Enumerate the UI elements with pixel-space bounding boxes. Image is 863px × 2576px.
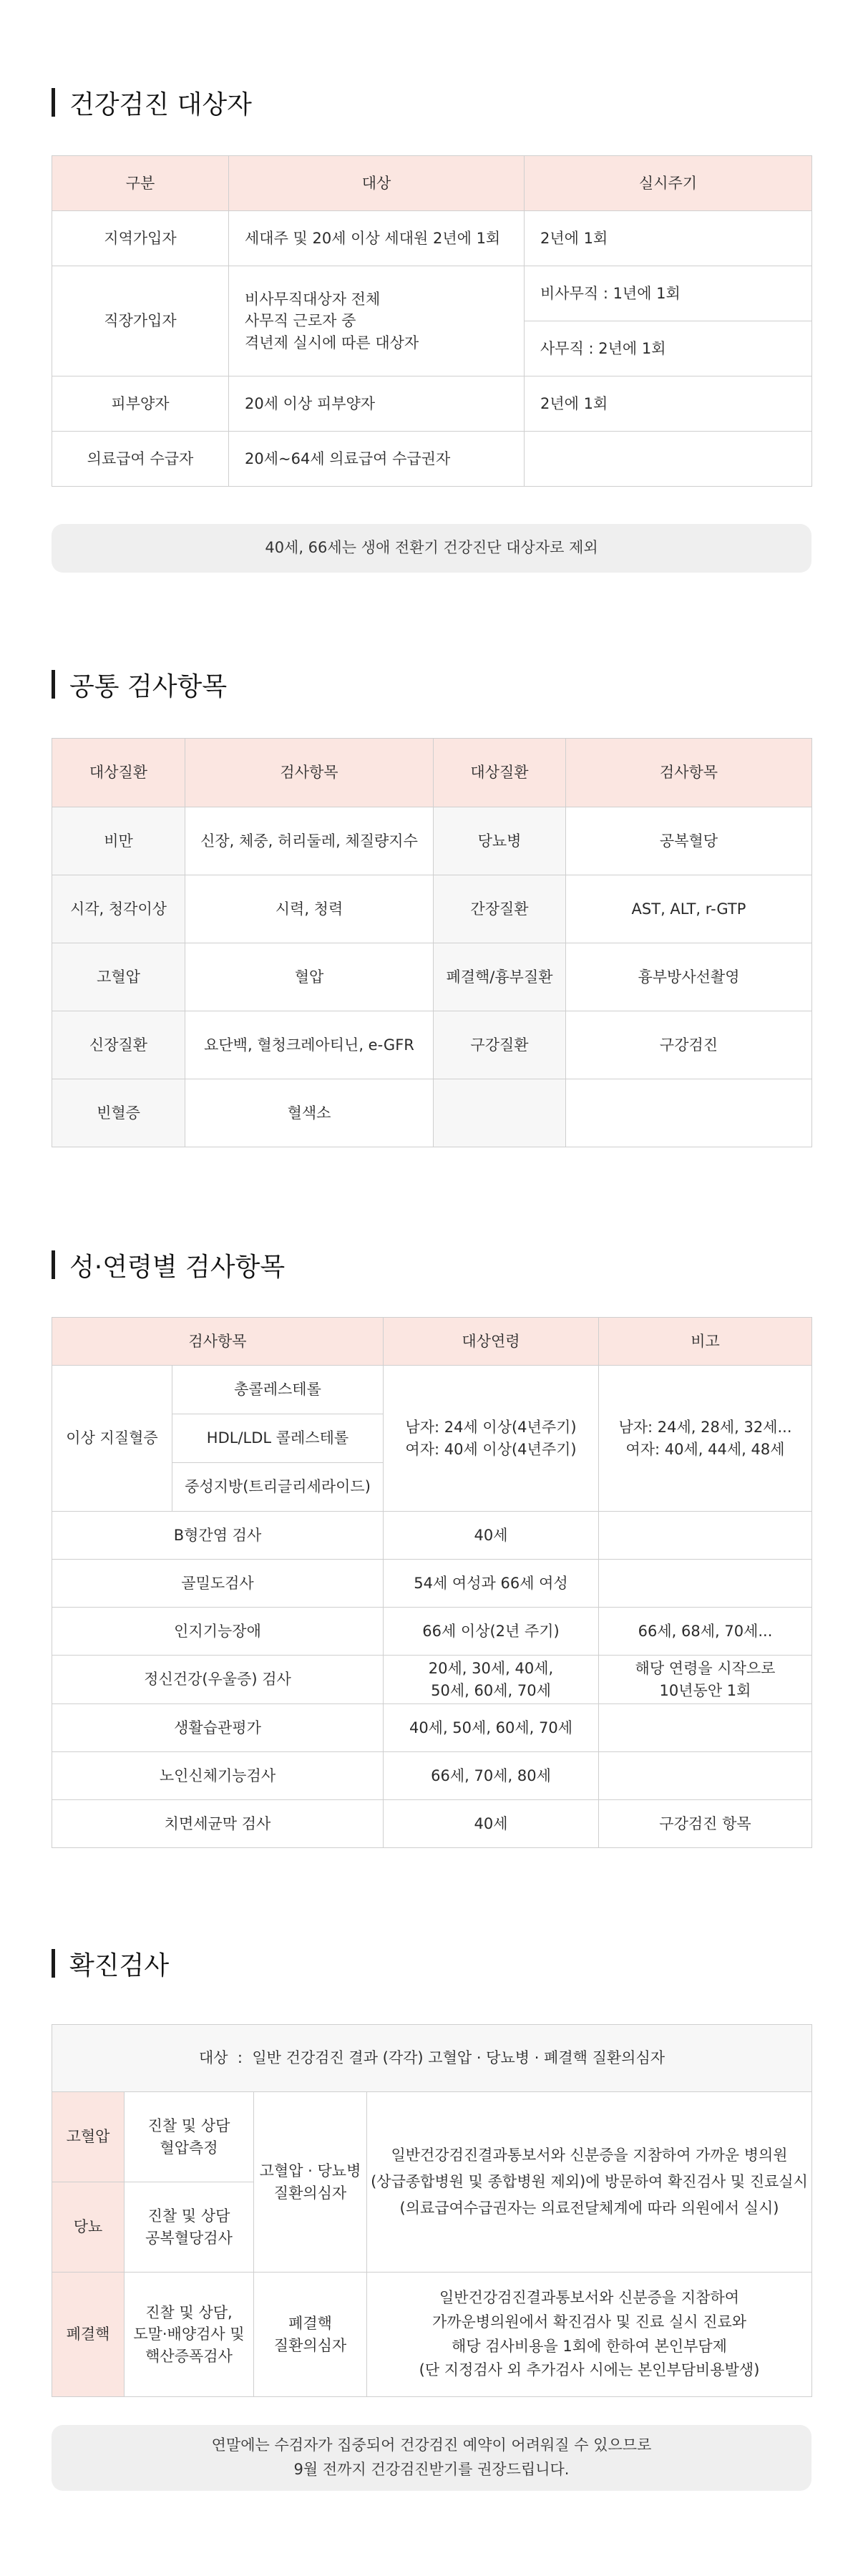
cell: 중성지방(트리글리세라이드) (172, 1463, 384, 1512)
cell: 40세 (384, 1512, 599, 1560)
cell: 당뇨병 (434, 807, 566, 875)
cell: 이상 지질혈증 (52, 1366, 172, 1512)
cell: 치면세균막 검사 (52, 1800, 384, 1848)
eligibility-table (52, 155, 812, 487)
cell: 폐결핵/흉부질환 (434, 943, 566, 1011)
cell-line: 해당 연령을 시작으로 (635, 1660, 776, 1678)
cell (599, 1366, 812, 1512)
common-tests-table (52, 738, 812, 1147)
cell: 고혈압 (52, 943, 185, 1011)
section-title-text: 건강검진 대상자 (69, 89, 252, 120)
confirmation-table-wrap (52, 2024, 811, 2397)
cell (125, 2182, 254, 2273)
eligibility-table-wrap (52, 155, 811, 487)
cell: 사무직 : 2년에 1회 (525, 321, 812, 376)
cell: 혈압 (185, 943, 434, 1011)
title-bar (52, 88, 55, 117)
col-header: 대상연령 (384, 1318, 599, 1366)
cell (599, 1752, 812, 1800)
cell: 시력, 청력 (185, 875, 434, 943)
cell-line: 가까운병의원에서 확진검사 및 진료 실시 진료와 (432, 2313, 747, 2330)
cell: 간장질환 (434, 875, 566, 943)
section-title-text: 공통 검사항목 (69, 671, 228, 701)
col-header: 대상질환 (52, 739, 185, 807)
cell: 폐결핵 (52, 2273, 125, 2397)
title-bar (52, 1250, 55, 1279)
cell (125, 2273, 254, 2397)
cell: 정신건강(우울증) 검사 (52, 1656, 384, 1704)
cell (384, 1656, 599, 1704)
cell: 구강질환 (434, 1011, 566, 1079)
cell: B형간염 검사 (52, 1512, 384, 1560)
cell-line: 남자: 24세, 28세, 32세... (618, 1419, 792, 1437)
cell-line: (단 지정검사 외 추가검사 시에는 본인부담비용발생) (419, 2361, 760, 2379)
table-row (52, 1656, 812, 1704)
col-header: 검사항목 (52, 1318, 384, 1366)
cell-line: 일반건강검진결과통보서와 신분증을 지참하여 (439, 2289, 740, 2307)
table-row (52, 1079, 812, 1147)
cell (599, 1704, 812, 1752)
age-tests-table (52, 1317, 812, 1848)
cell-line: 격년제 실시에 따른 대상자 (245, 334, 419, 351)
col-header: 실시주기 (525, 156, 812, 211)
table-row (52, 1800, 812, 1848)
cell (254, 2092, 367, 2273)
cell: 40세 (384, 1800, 599, 1848)
table-row (52, 2092, 812, 2182)
cell-line: 비사무직대상자 전체 (245, 290, 381, 308)
cell-line: 진찰 및 상담, (145, 2303, 233, 2321)
cell: 빈혈증 (52, 1079, 185, 1147)
section-title (52, 84, 811, 120)
cell-line: 50세, 60세, 70세 (431, 1681, 551, 1699)
cell: 비사무직 : 1년에 1회 (525, 266, 812, 321)
section-title (52, 1945, 811, 1981)
cell-line: 혈압측정 (160, 2139, 218, 2157)
cell (125, 2092, 254, 2182)
table-row (52, 2273, 812, 2397)
cell: 골밀도검사 (52, 1560, 384, 1608)
cell: 구강검진 (566, 1011, 812, 1079)
confirmation-header: 대상 : 일반 건강검진 결과 (각각) 고혈압 · 당뇨병 · 폐결핵 질환의심자 (52, 2025, 812, 2092)
cell: 40세, 50세, 60세, 70세 (384, 1704, 599, 1752)
cell: 총콜레스테롤 (172, 1366, 384, 1414)
cell: 혈색소 (185, 1079, 434, 1147)
cell (525, 432, 812, 487)
cell (599, 1656, 812, 1704)
cell (599, 1512, 812, 1560)
cell-line: (의료급여수급권자는 의료전달체계에 따라 의원에서 실시) (399, 2199, 779, 2217)
cell-line: 남자: 24세 이상(4년주기) (405, 1419, 577, 1437)
cell: 인지기능장애 (52, 1608, 384, 1656)
notice-box: 40세, 66세는 생애 전환기 건강진단 대상자로 제외 (52, 524, 811, 573)
cell: 신장, 체중, 허리둘레, 체질량지수 (185, 807, 434, 875)
cell: 피부양자 (52, 376, 229, 432)
notice-line: 9월 전까지 건강검진받기를 권장드립니다. (293, 2461, 570, 2478)
cell: 66세, 70세, 80세 (384, 1752, 599, 1800)
cell: 요단백, 혈청크레아티닌, e-GFR (185, 1011, 434, 1079)
table-row (52, 1366, 812, 1414)
cell-line: 여자: 40세 이상(4년주기) (405, 1440, 577, 1458)
cell (384, 1366, 599, 1512)
cell: 공복혈당 (566, 807, 812, 875)
table-row (52, 1608, 812, 1656)
table-row (52, 875, 812, 943)
table-row (52, 1752, 812, 1800)
cell: 직장가입자 (52, 266, 229, 376)
title-bar (52, 670, 55, 699)
cell: 2년에 1회 (525, 376, 812, 432)
cell (566, 1079, 812, 1147)
table-row (52, 266, 812, 321)
cell: AST, ALT, r-GTP (566, 875, 812, 943)
cell (229, 266, 525, 376)
cell-line: 질환의심자 (273, 2184, 347, 2202)
cell-line: 도말·배양검사 및 (133, 2325, 245, 2343)
cell-line: 진찰 및 상담 (147, 2117, 230, 2135)
cell (599, 1560, 812, 1608)
cell-line: 질환의심자 (273, 2336, 347, 2354)
cell: 66세, 68세, 70세... (599, 1608, 812, 1656)
cell-line: (상급종합병원 및 종합병원 제외)에 방문하여 확진검사 및 진료실시 (371, 2173, 808, 2191)
reminder-notice (52, 2425, 811, 2491)
age-tests-table-wrap (52, 1317, 811, 1848)
cell: 당뇨 (52, 2182, 125, 2273)
cell-line: 일반건강검진결과통보서와 신분증을 지참하여 가까운 병의원 (391, 2147, 788, 2164)
cell-line: 사무직 근로자 중 (245, 312, 356, 330)
cell: 54세 여성과 66세 여성 (384, 1560, 599, 1608)
cell: 20세 이상 피부양자 (229, 376, 525, 432)
table-row (52, 807, 812, 875)
section-common-tests (52, 666, 811, 702)
col-header: 검사항목 (566, 739, 812, 807)
cell-line: 20세, 30세, 40세, (428, 1660, 554, 1678)
section-confirmation (52, 1945, 811, 1981)
cell: 구강검진 항목 (599, 1800, 812, 1848)
cell: 노인신체기능검사 (52, 1752, 384, 1800)
cell: 지역가입자 (52, 211, 229, 266)
table-row (52, 943, 812, 1011)
cell: 20세~64세 의료급여 수급권자 (229, 432, 525, 487)
cell: 2년에 1회 (525, 211, 812, 266)
cell: 흉부방사선촬영 (566, 943, 812, 1011)
section-title (52, 1247, 811, 1283)
col-header: 구분 (52, 156, 229, 211)
cell (254, 2273, 367, 2397)
cell (367, 2092, 812, 2273)
cell: 비만 (52, 807, 185, 875)
common-tests-table-wrap (52, 738, 811, 1147)
cell: 66세 이상(2년 주기) (384, 1608, 599, 1656)
cell-line: 진찰 및 상담 (147, 2207, 230, 2225)
table-row (52, 1704, 812, 1752)
cell-line: 핵산증폭검사 (145, 2347, 233, 2365)
section-age-tests (52, 1247, 811, 1283)
cell: 고혈압 (52, 2092, 125, 2182)
cell (434, 1079, 566, 1147)
cell: 의료급여 수급자 (52, 432, 229, 487)
confirmation-table (52, 2024, 812, 2397)
cell-line: 여자: 40세, 44세, 48세 (625, 1440, 785, 1458)
cell-line: 고혈압 · 당뇨병 (259, 2162, 361, 2180)
cell-line: 폐결핵 (288, 2315, 332, 2333)
cell-line: 공복혈당검사 (145, 2229, 233, 2247)
title-bar (52, 1949, 55, 1978)
table-row (52, 1560, 812, 1608)
cell-line: 해당 검사비용을 1회에 한하여 본인부담제 (452, 2337, 727, 2355)
section-title-text: 확진검사 (69, 1950, 170, 1980)
table-row (52, 211, 812, 266)
section-title (52, 666, 811, 702)
cell: 신장질환 (52, 1011, 185, 1079)
notice-line: 연말에는 수검자가 집중되어 건강검진 예약이 어려워질 수 있으므로 (211, 2436, 652, 2454)
section-title-text: 성·연령별 검사항목 (69, 1252, 286, 1282)
cell: 생활습관평가 (52, 1704, 384, 1752)
cell (367, 2273, 812, 2397)
table-row (52, 432, 812, 487)
col-header: 대상질환 (434, 739, 566, 807)
table-row (52, 1011, 812, 1079)
col-header: 검사항목 (185, 739, 434, 807)
table-row (52, 376, 812, 432)
table-row (52, 1512, 812, 1560)
section-eligibility (52, 84, 811, 120)
cell: 세대주 및 20세 이상 세대원 2년에 1회 (229, 211, 525, 266)
cell: HDL/LDL 콜레스테롤 (172, 1414, 384, 1463)
col-header: 비고 (599, 1318, 812, 1366)
cell: 시각, 청각이상 (52, 875, 185, 943)
col-header: 대상 (229, 156, 525, 211)
cell-line: 10년동안 1회 (659, 1681, 751, 1699)
